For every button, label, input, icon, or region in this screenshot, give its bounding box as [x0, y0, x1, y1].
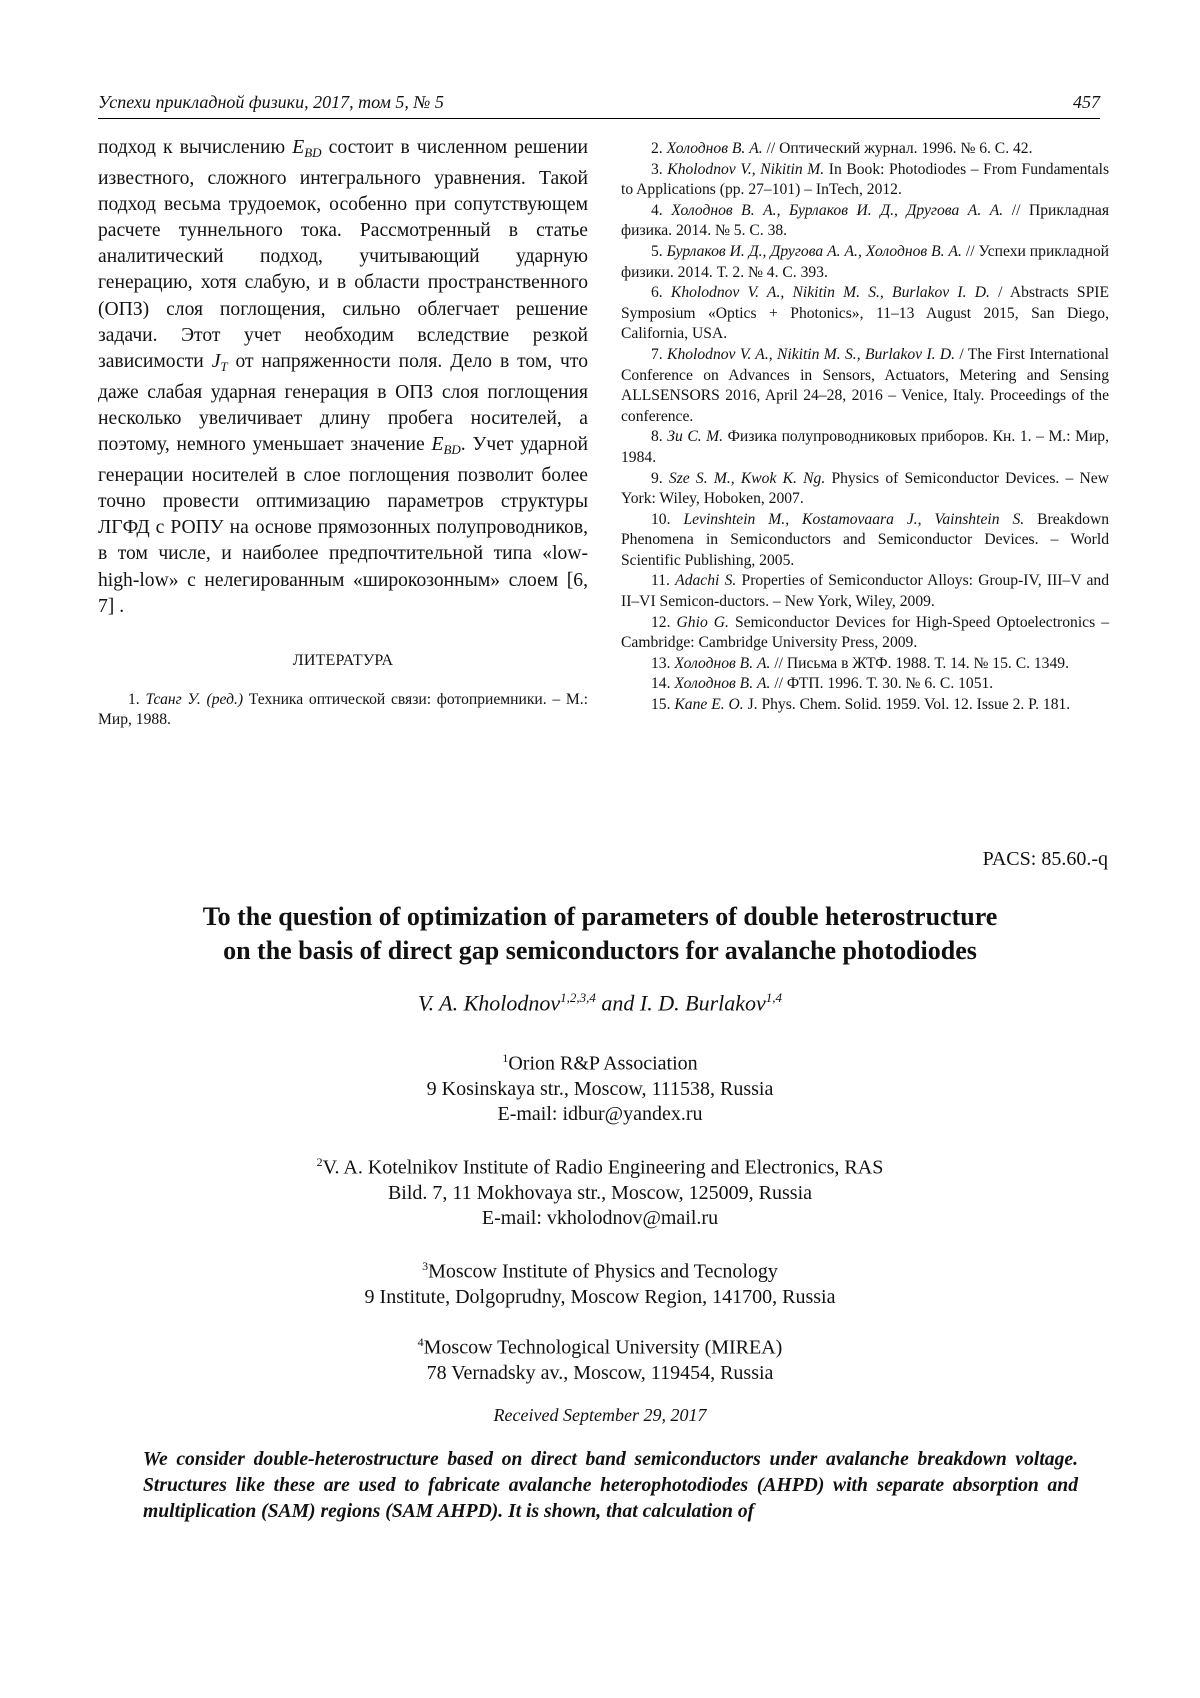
- reference-item: [621, 160, 1109, 201]
- affiliation-line: 9 Institute, Dolgoprudny, Moscow Region, 141700, Russia: [364, 1285, 836, 1308]
- reference-item: [621, 571, 1109, 612]
- ref-text: Breakdown Phenomena in Semiconductors and Semiconductor Devices. – World Scientific Publishing, 2005.: [621, 510, 1110, 569]
- ref-authors: Зи С. М.: [667, 428, 724, 446]
- ref-number: 14.: [651, 675, 675, 693]
- ref-text: In Book: Photodiodes – From Fundamentals to Applications (pp. 27–101) – InTech, 2012.: [621, 160, 1110, 199]
- ref-text: / The First International Conference on Advances in Sensors, Actuators, Metering and Sensing ALLSENSORS 2016, April 24–28, 2016 – Venice, Italy. Proceedings of the conference.: [621, 345, 1110, 425]
- ref-authors: Kholodnov V., Nikitin M.: [667, 160, 825, 178]
- reference-item: [621, 139, 1109, 160]
- affiliation-mark: 3: [422, 1259, 429, 1273]
- text-run: состоит в численном решении известного, сложного интегрального уравнения. Такой подход весьма трудоемок, особенно при сопутствующем расчете туннельного тока. Рассмотренный в статье аналитический подход, учитывающий ударную генерацию, хотя слабую, и в области пространственного (ОПЗ) слоя поглощения, сильно облегчает решение задачи. Этот учет необходим вследствие резкой зависимости: [98, 137, 588, 372]
- ref-text: Semiconductor Devices for High-Speed Optoelectronics – Cambridge: Cambridge University Press, 2009.: [621, 613, 1110, 652]
- ref-authors: Sze S. M., Kwok K. Ng.: [668, 469, 826, 487]
- ref-text: Техника оптической связи: фотоприемники. – М.: Мир, 1988.: [98, 690, 589, 729]
- ref-authors: Тсанг У. (ред.): [145, 690, 244, 708]
- text-run: . Учет ударной генерации носителей в слое поглощения позволит более точно провести оптимизацию параметров структуры ЛГФД с РОПУ на основе прямозонных полупроводников, в том числе, и наиболее предпочтительной типа «low-high-low» с нелегированным «широкозонным» слоем [6, 7] .: [98, 434, 588, 617]
- reference-item: [621, 283, 1109, 345]
- ref-number: 5.: [651, 242, 667, 260]
- title-line: To the question of optimization of parameters of double heterostructure: [202, 902, 998, 931]
- ref-number: 10.: [651, 510, 684, 528]
- received-date: Received September 29, 2017: [493, 1405, 707, 1425]
- author-name: V. A. Kholodnov: [417, 990, 561, 1016]
- ref-text: Physics of Semiconductor Devices. – New York: Wiley, Hoboken, 2007.: [621, 469, 1109, 508]
- affiliation-line: [98, 1150, 1102, 1181]
- ref-number: 13.: [651, 654, 675, 672]
- affiliation-line: [98, 1254, 1102, 1285]
- ref-authors: Levinshtein M., Kostamovaara J., Vainshtein S.: [683, 510, 1025, 528]
- affiliation-name: Moscow Technological University (MIREA): [423, 1336, 783, 1359]
- ref-authors: Холоднов В. А., Бурлаков И. Д., Другова А. А.: [671, 201, 1004, 219]
- conclusion-paragraph: [98, 135, 588, 620]
- affiliation-line: 78 Vernadsky av., Moscow, 119454, Russia: [426, 1361, 774, 1384]
- ref-number: 7.: [651, 345, 668, 363]
- ref-authors: Холоднов В. А.: [666, 140, 763, 157]
- affiliation-block: [98, 1150, 1102, 1231]
- reference-list-right: [621, 139, 1109, 716]
- reference-item: [621, 695, 1109, 716]
- page-number: 457: [1073, 92, 1100, 112]
- author-conjunction: and: [595, 990, 640, 1016]
- ref-text: Физика полупроводниковых приборов. Кн. 1. – М.: Мир, 1984.: [621, 428, 1109, 466]
- ref-number: 12.: [651, 613, 677, 631]
- reference-item: [621, 345, 1109, 427]
- ref-text: // Прикладная физика. 2014. № 5. С. 38.: [621, 201, 1110, 240]
- affiliation-mark: 1: [502, 1051, 509, 1065]
- abstract-text: We consider double-heterostructure based on direct band semiconductors under avalanche breakdown voltage. Structures like these are used to fabricate avalanche heterophotodiodes (AHPD) with separate absorption and multiplication (SAM) regions (SAM AHPD). It is shown, that calculation of: [143, 1449, 1078, 1522]
- reference-item: [621, 613, 1109, 654]
- journal-name: Успехи прикладной физики, 2017, том 5, № 5: [98, 92, 444, 112]
- ref-authors: Adachi S.: [675, 572, 737, 590]
- math-subscript: BD: [304, 145, 322, 160]
- ref-number: 2.: [651, 140, 667, 157]
- ref-number: 9.: [651, 469, 669, 487]
- ref-number: 3.: [651, 160, 668, 178]
- ref-text: Properties of Semiconductor Alloys: Group-IV, III–V and II–VI Semicon-ductors. – New York, Wiley, 2009.: [621, 572, 1109, 611]
- ref-authors: Kholodnov V. A., Nikitin M. S., Burlakov I. D.: [667, 345, 956, 363]
- ref-text: J. Phys. Chem. Solid. 1959. Vol. 12. Issue 2. P. 181.: [743, 696, 1071, 714]
- affiliation-line: [98, 1046, 1102, 1077]
- reference-item: [621, 469, 1109, 510]
- text-run: подход к вычислению: [98, 137, 293, 158]
- ref-text: // ФТП. 1996. Т. 30. № 6. С. 1051.: [770, 675, 994, 693]
- affiliation-block: [98, 1254, 1102, 1310]
- math-subscript: BD: [443, 442, 461, 458]
- reference-item: [621, 654, 1109, 675]
- ref-text: // Оптический журнал. 1996. № 6. С. 42.: [762, 140, 1033, 157]
- ref-text: // Успехи прикладной физики. 2014. Т. 2. № 4. С. 393.: [621, 242, 1109, 281]
- ref-number: 11.: [651, 572, 676, 590]
- left-column: [98, 135, 588, 731]
- literature-heading: ЛИТЕРАТУРА: [292, 651, 394, 669]
- affiliation-mark: 2: [316, 1155, 323, 1169]
- ref-authors: Ghio G.: [676, 613, 729, 631]
- reference-item: [621, 201, 1109, 242]
- ref-authors: Холоднов В. А.: [674, 675, 771, 693]
- ref-number: 4.: [651, 201, 672, 219]
- affiliation-line: [98, 1330, 1102, 1361]
- ref-text: / Abstracts SPIE Symposium «Optics + Photonics», 11–13 August 2015, San Diego, California, USA.: [621, 284, 1109, 343]
- ref-authors: Холоднов В. А.: [674, 654, 771, 672]
- math-subscript: T: [220, 358, 228, 374]
- affiliation-line: 9 Kosinskaya str., Moscow, 111538, Russia: [426, 1077, 774, 1100]
- ref-number: 15.: [651, 696, 675, 714]
- running-head: [98, 92, 1100, 113]
- ref-authors: Kane E. O.: [674, 696, 744, 714]
- reference-item: [621, 510, 1109, 572]
- math-var: E: [292, 137, 305, 158]
- reference-item: [621, 427, 1109, 468]
- math-var: J: [211, 350, 221, 372]
- reference-item: [621, 674, 1109, 695]
- text-run: от напряженности поля. Дело в том, что даже слабая ударная генерация в ОПЗ слоя поглощения несколько увеличивает длину пробега носителей, а поэтому, немного уменьшает значение: [98, 350, 588, 456]
- header-rule: [98, 118, 1100, 119]
- ref-authors: Бурлаков И. Д., Другова А. А., Холоднов В. А.: [666, 242, 962, 260]
- affiliation-line: Bild. 7, 11 Mokhovaya str., Moscow, 125009, Russia: [387, 1181, 813, 1204]
- affiliation-email: E-mail: vkholodnov@mail.ru: [481, 1206, 719, 1229]
- ref-text: // Письма в ЖТФ. 1988. Т. 14. № 15. С. 1349.: [770, 654, 1069, 672]
- affiliation-mark: 4: [417, 1335, 424, 1349]
- author-name: I. D. Burlakov: [639, 990, 766, 1016]
- author-affiliation-marks: 1,4: [765, 990, 783, 1005]
- author-line: [98, 990, 1102, 1016]
- affiliation-block: [98, 1330, 1102, 1386]
- author-affiliation-marks: 1,2,3,4: [560, 990, 596, 1005]
- pacs-code: PACS: 85.60.-q: [982, 848, 1108, 870]
- title-line: on the basis of direct gap semiconductors for avalanche photodiodes: [223, 936, 977, 965]
- affiliation-block: [98, 1046, 1102, 1127]
- ref-number: 1.: [128, 690, 146, 708]
- reference-item: [98, 690, 588, 731]
- ref-number: 6.: [651, 284, 671, 302]
- reference-list-left: [98, 690, 588, 731]
- affiliation-name: Moscow Institute of Physics and Tecnology: [428, 1260, 778, 1283]
- math-var: E: [431, 434, 444, 456]
- reference-item: [621, 242, 1109, 283]
- article-title: [98, 900, 1102, 968]
- affiliation-email: E-mail: idbur@yandex.ru: [497, 1102, 703, 1125]
- affiliation-name: V. A. Kotelnikov Institute of Radio Engineering and Electronics, RAS: [322, 1156, 884, 1179]
- ref-authors: Kholodnov V. A., Nikitin M. S., Burlakov I. D.: [670, 284, 990, 302]
- affiliation-name: Orion R&P Association: [508, 1052, 698, 1075]
- ref-number: 8.: [651, 428, 668, 446]
